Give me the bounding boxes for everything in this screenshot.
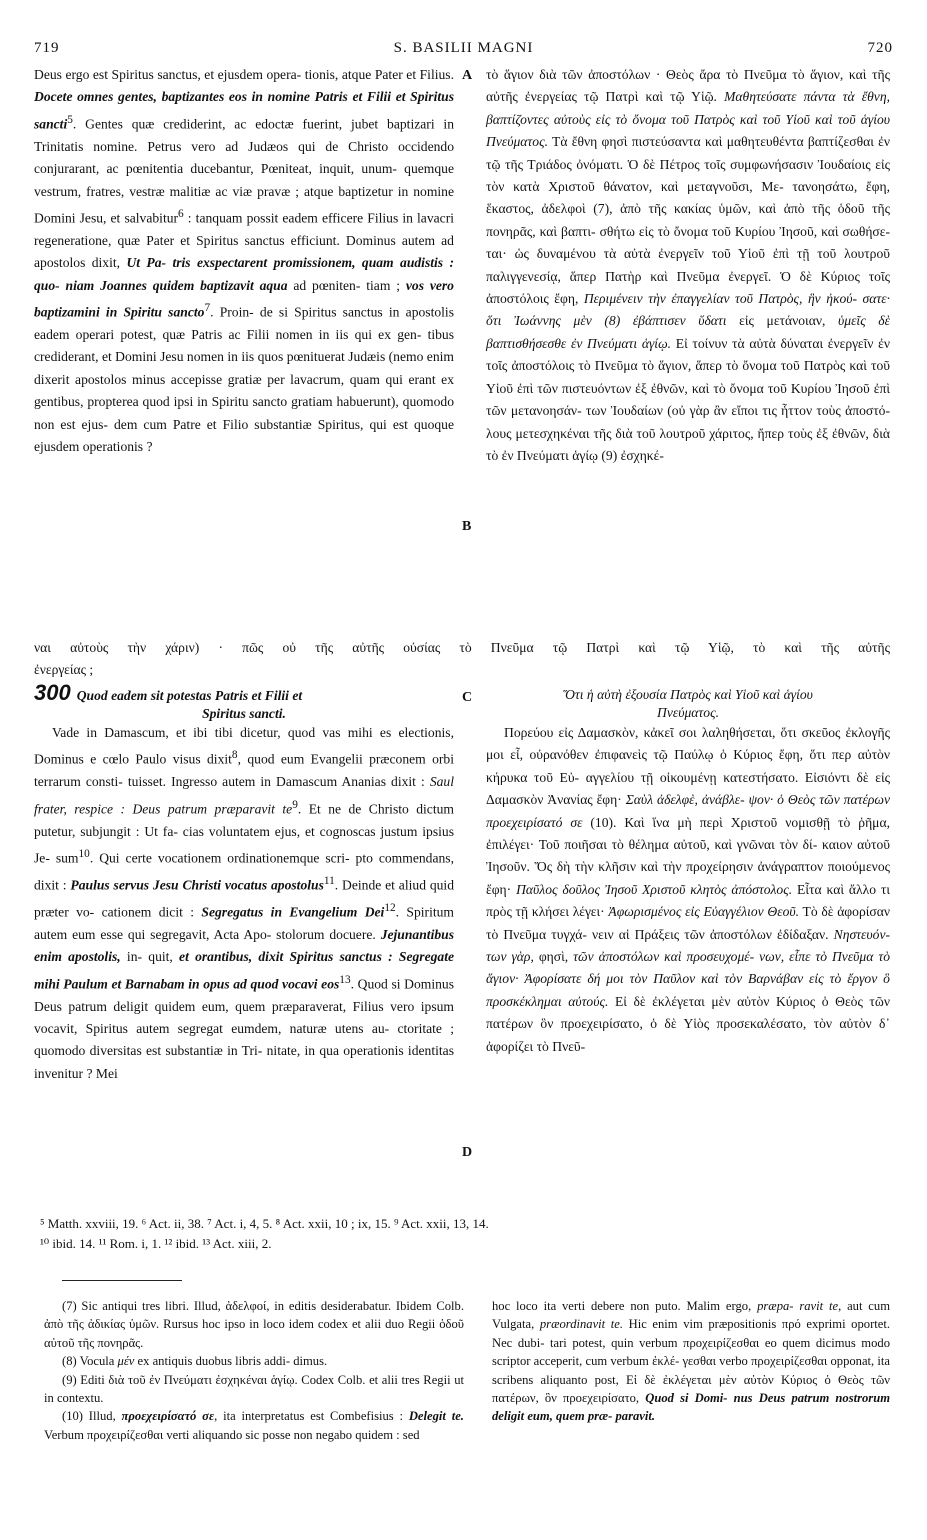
latin-section-heading: 300 Quod eadem sit potestas Patris et Filii et Spiritus sancti. (34, 680, 303, 721)
section-number: 300 (34, 680, 71, 705)
column-marker-b: B (462, 519, 472, 534)
reference-line: ⁵ Matth. xxviii, 19. ⁶ Act. ii, 38. ⁷ Act. i, 4, 5. ⁸ Act. xxii, 10 ; ix, 15. ⁹ Act. xxii, 13, 14. (40, 1216, 489, 1231)
latin-column-bottom (34, 722, 454, 1085)
greek-column-top (486, 64, 890, 467)
bridging-greek-text: ναι αὐτοὺς τὴν χάριν) · πῶς οὐ τῆς αὐτῆς οὐσίας τὸ Πνεῦμα τῷ Πατρὶ καὶ τῷ Υἱῷ, τὸ καὶ τῆς αὐτῆς ἐνεργείας ; (34, 640, 890, 678)
latin-paragraph: Vade in Damascum, et ibi tibi dicetur, quod vas mihi es electionis, Dominus e cœlo Paulo visus dixit$^8$, quod eum Evangelii præconem orbi terrarum consti- tuisset. Ingresso autem in Damascum Ananias dixit : Saul frater, respice : Deus patrum præparavit $te^9$. Et ne de Christo dictum putetur, subjungit : Ut fa- cias voluntatem ejus, et cognoscas justum ipsius Je- sum$^{10}$. Qui certe vocationem ordinationemque scri- pto commendans, dixit : Paulus servus Jesu Christi vocatus apostolus$^{11}$. Deinde et aliud quid præter vo- cationem dicit : Segregatus in Evangelium Dei$^{12}$. Spiritum autem eum esse qui segregavit, Acta Apo- stolorum docuere. Jejunantibus enim apostolis, in- quit, et orantibus, dixit Spiritus sanctus : Segregate mihi Paulum et Barnabam in opus ad quod vocavi eos$^{13}$. Quod si Dominus Deus patrum deligit quidem eum, quem præparaverat, Filius vero ipsum vocavit, Spiritus autem segregat eumdem, naturæ utens au- ctoritate ; quomodo diversitas est substantiæ in Tri- nitate, in qua operationis identitas invenitur ? Mei (34, 725, 455, 1081)
latin-paragraph: Deus ergo est Spiritus sanctus, et ejusdem opera- tionis, atque Pater et Filius. Docete omnes gentes, baptizantes eos in nomine Patris et Filii et Spiritus sancti$^5$. Gentes quæ crediderint, ac edoctæ fuerint, jubet baptizari in Trinitatis nomine. Petrus vero ad Judæos qui de Christo occidendo conjurarant, ac pœnitentia ducebantur, Pœniteat, inquit, unum- quemque vestrum, fratres, vestræ malitiæ ac viæ pravæ ; atque baptizetur in nomine Domini Jesu, et salvabitur$^6$ : tanquam possit eadem efficere Filius in lavacri regeneratione, quæ Pater et Spiritus sanctus efficiunt. Dominus autem ad apostolos dixit, Ut Pa- tris exspectarent promissionem, quam audistis : quo- niam Joannes quidem baptizavit aqua ad pœniten- tiam ; vos vero baptizamini in Spiritu sancto$^7$. Proin- de si Spiritus sanctus in apostolis eadem operari potest, quæ Patris ac Filii nomen in iis qui ex gen- tibus crediderant, et Domini Jesu nomen in iis quos pœnituerat Judæis (nemo enim dixerit apostolos minus accepisse gratiæ per lavacrum, quam qui erant ex gentibus, propterea quod ipsi in Spiritu sancto gratiam habuerunt), quomodo non est ejus- dem cum Patre et Filio substantiæ Spiritus, qui est quoque ejusdem operationis ? (34, 67, 455, 455)
latin-column-top (34, 64, 454, 459)
notes-divider (62, 1280, 182, 1281)
greek-paragraph: τὸ ἅγιον διὰ τῶν ἀποστόλων · Θεὸς ἄρα τὸ Πνεῦμα τὸ ἅγιον, καὶ τῆς αὐτῆς ἐνεργείας τῷ Πατρὶ καὶ τῷ Υἱῷ. Μαθητεύσατε πάντα τὰ ἔθνη, βαπτίζοντες αὐτοὺς εἰς τὸ ὄνομα τοῦ Πατρὸς καὶ τοῦ Υἱοῦ καὶ τοῦ ἁγίου Πνεύματος. Τὰ ἔθνη φησὶ πιστεύσαντα καὶ μαθητευθέντα βαπτίζεσθαι ἐν τῷ τῆς Τριάδος ὀνόματι. Ὁ δὲ Πέτρος τοῖς συμφωνήσασιν Ἰουδαίοις εἰς τὸν κατὰ Χριστοῦ θάνατον, καὶ μεταγνοῦσι, Με- τανοησάτω, ἔφη, ἕκαστος, ἀδελφοὶ (7), ἀπὸ τῆς κακίας ὑμῶν, καὶ ἀπὸ τῆς ὁδοῦ τῆς πονηρᾶς, καὶ βαπτι- σθήτω εἰς τὸ ὄνομα τοῦ Κυρίου Ἰησοῦ, καὶ σωθήσε- ται· ὡς δυναμένου τὰ αὐτὰ ἐνεργεῖν τοῦ Υἱοῦ ἐπὶ τῇ τοῦ λουτροῦ παλιγγενεσίᾳ, ἅπερ Πατὴρ καὶ Πνεῦμα ἐνεργεῖ. Ὁ δὲ Κύριος τοῖς ἀποστόλοις ἔφη, Περιμένειν τὴν ἐπαγγελίαν τοῦ Πατρὸς, ἣν ἠκού- σατε· ὅτι Ἰωάννης μὲν (8) ἐβάπτισεν ὕδατι εἰς μετάνοιαν, ὑμεῖς δὲ βαπτισθήσεσθε ἐν Πνεύματι ἁγίῳ. Εἰ τοίνυν τὰ αὐτὰ δύναται ἐνεργεῖν ἐν τοῖς ἀποστόλοις τὸ Πνεῦμα τὸ ἅγιον, ἅπερ τὸ ὄνομα τοῦ Πατρὸς καὶ τοῦ Υἱοῦ ἐπὶ τῶν πιστευόντων ἐξ ἐθνῶν, καὶ τὸ ὄνομα τοῦ Κυρίου Ἰησοῦ ἐπὶ τῶν μετανοησάν- των Ἰουδαίων (οὐ γὰρ ἂν εἴποι τις ἧττον τοὺς ἀποστό- λους μετεσχηκέναι τῆς διὰ τοῦ λουτροῦ χάριτος, ἤπερ τοὺς ἐξ ἐθνῶν, διὰ τὸ ἐν Πνεύματι ἁγίῳ (9) ἐσχηκέ- (486, 67, 891, 463)
note: (9) Editi διὰ τοῦ ἐν Πνεύματι ἐσχηκέναι ἁγίῳ. Codex Colb. et alii tres Regii ut in contextu. (44, 1372, 464, 1406)
scripture-references (40, 1214, 900, 1254)
running-header (34, 40, 893, 64)
running-title: S. BASILII MAGNI (393, 40, 534, 56)
note: (7) Sic antiqui tres libri. Illud, ἀδελφοί, in editis desiderabatur. Ibidem Colb. ἀπὸ τῆς ἀδικίας ὑμῶν. Rursus hoc ipso in loco idem codex et alii duo Regii ὁδοῦ αὐτοῦ τῆς πονηρᾶς. (44, 1299, 464, 1350)
greek-section-heading: Ὅτι ἡ αὐτὴ ἐξουσία Πατρὸς καὶ Υἱοῦ καὶ ἁγίου Πνεύματος. (563, 687, 813, 720)
column-marker-d: D (462, 1145, 473, 1160)
right-page-number: 720 (867, 40, 893, 56)
column-marker-a: A (462, 68, 473, 83)
note: (10) Illud, προεχειρίσατό σε, ita interpretatus est Combefisius : Delegit te. Verbum προχειρίζεσθαι verti aliquando sic posse non negabo quidem : sed (44, 1409, 464, 1442)
left-page-number: 719 (34, 40, 60, 56)
note: (8) Vocula μέν ex antiquis duobus libris addi- dimus. (62, 1354, 328, 1369)
notes-left-column (44, 1297, 464, 1444)
greek-column-bottom (486, 722, 890, 1058)
greek-paragraph: Πορεύου εἰς Δαμασκὸν, κἀκεῖ σοι λαληθήσεται, ὅτι σκεῦος ἐκλογῆς μοι εἶ, οὐρανόθεν ἐπιφανεὶς τῷ Παύλῳ ὁ Κύριος ἔφη, ὅτι περ αὐτὸν κήρυκα τοῦ Εὐ- αγγελίου τῇ οἰκουμένῃ κατεστήσατο. Εἰσιόντι δὲ εἰς Δαμασκὸν Ἀνανίας ἔφη· Σαὺλ ἀδελφὲ, ἀνάβλε- ψον· ὁ Θεὸς τῶν πατέρων προεχειρίσατό σε (10). Καὶ ἵνα μὴ περὶ Χριστοῦ νομισθῇ τὸ ῥῆμα, ἐπιλέγει· Τοῦ ποιῆσαι τὸ θέλημα αὐτοῦ, καὶ γνῶναι τὸν δί- καιον αὐτοῦ Ἰησοῦν. Ὅς δὴ τὴν κλῆσιν καὶ τὴν προχείρησιν ἀνάγραπτον ποιούμενος ἔφη· Παῦλος δοῦλος Ἰησοῦ Χριστοῦ κλητὸς ἀπόστολος. Εἶτα καὶ ἄλλο τι πρὸς τῇ κλήσει λέγει· Ἀφωρισμένος εἰς Εὐαγγέλιον Θεοῦ. Τὸ δὲ ἀφορίσαν τὸ Πνεῦμα τυγχά- νειν αἱ Πράξεις τῶν ἀποστόλων ἐδίδαξαν. Νηστευόν- των γὰρ, φησὶ, τῶν ἀποστόλων καὶ προσευχομέ- νων, εἶπε τὸ Πνεῦμα τὸ ἅγιον· Ἀφορίσατε δή μοι τὸν Παῦλον καὶ τὸν Βαρνάβαν εἰς τὸ ἔργον ὃ προσκέκλημαι αὐτούς. Εἰ δὲ ἐκλέγεται μὲν αὐτὸν Κύριος ὁ Θεὸς τῶν πατέρων ὃν προεχειρίσατο, ὁ δὲ Υἱὸς προσεκαλέσατο, τὸν αὐτὸν δ᾽ ἀφορίζει τὸ Πνεῦ- (486, 725, 891, 1054)
notes-right-column (492, 1297, 890, 1426)
reference-line: ¹⁰ ibid. 14. ¹¹ Rom. i, 1. ¹² ibid. ¹³ Act. xiii, 2. (40, 1236, 272, 1251)
note: hoc loco ita verti debere non puto. Malim ergo, præpa- ravit te, aut cum Vulgata, præordinavit te. Hic enim vim præpositionis πρό exprimi oportet. Nec dubi- tari potest, quin verbum προχειρίζεσθαι eo quem dicimus modo scriptor acceperit, cum verbum ἐκλέ- γεσθαι verbo προχειρίζεσθαι opponat, ita scribens aliquanto post, Εἰ δὲ ἐκλέγεται μὲν αὐτὸν Κύριος ὁ Θεὸς τῶν πατέρων, ὃν προεχειρίσατο, Quod si Domi- nus Deus patrum nostrorum deligit eum, quem præ- paravit. (492, 1299, 890, 1424)
column-marker-c: C (462, 690, 473, 705)
